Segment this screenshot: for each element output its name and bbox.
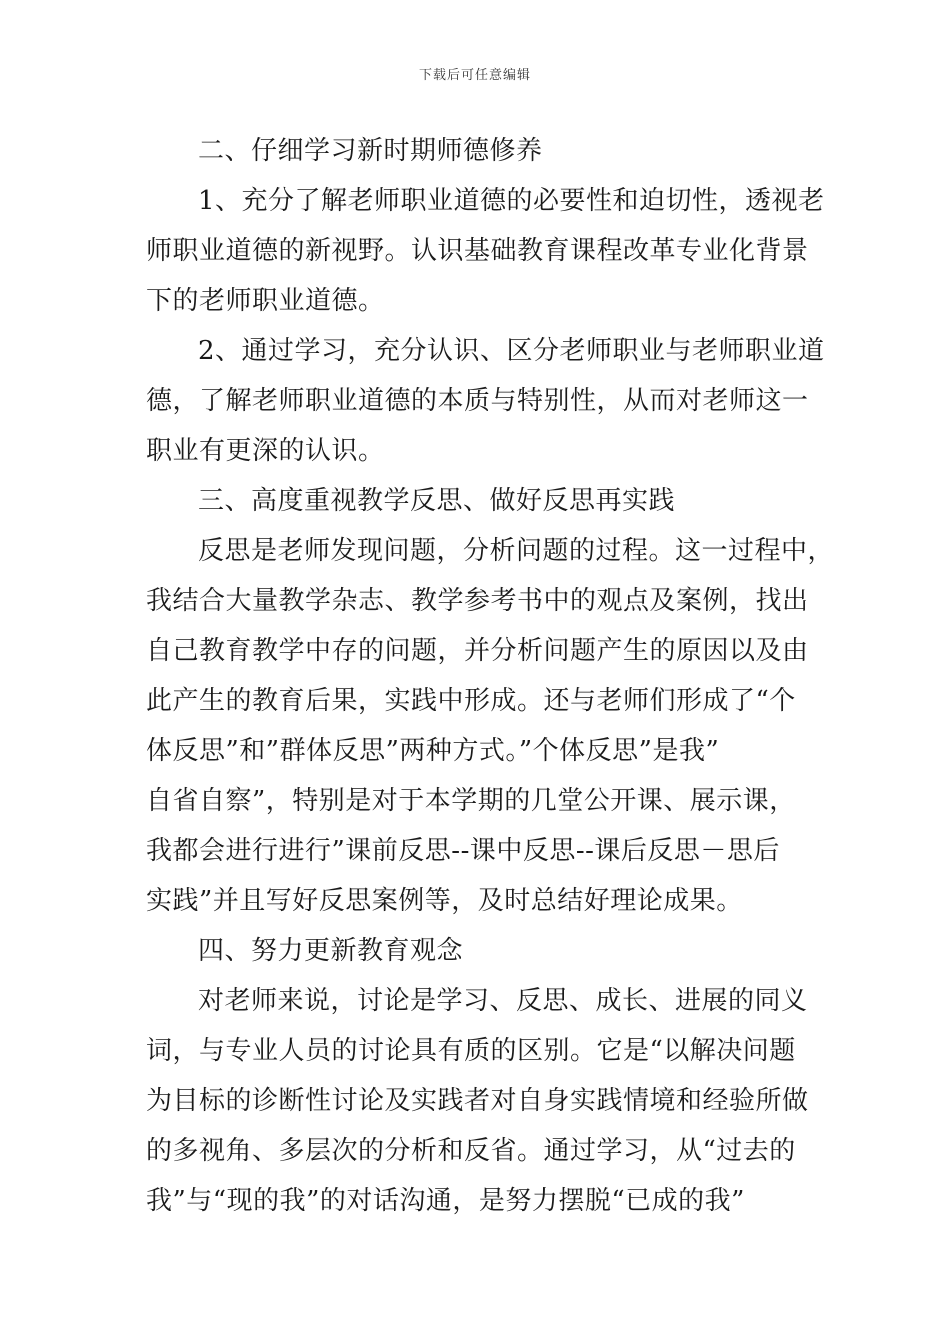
paragraph-line: 词，与专业人员的讨论具有质的区别。它是“以解决问题	[146, 1036, 796, 1066]
paragraph-line: 我结合大量教学杂志、教学参考书中的观点及案例，找出	[146, 586, 809, 616]
paragraph-line: 师职业道德的新视野。认识基础教育课程改革专业化背景	[146, 236, 809, 266]
paragraph-line: 我”与“现的我”的对话沟通，是努力摆脱“已成的我”	[146, 1186, 745, 1216]
paragraph-line: 对老师来说，讨论是学习、反思、成长、进展的同义	[198, 986, 808, 1016]
paragraph-line: 为目标的诊断性讨论及实践者对自身实践情境和经验所做	[146, 1086, 809, 1116]
paragraph-line: 2、通过学习，充分认识、区分老师职业与老师职业道	[198, 336, 825, 366]
section-heading-4: 四、努力更新教育观念	[198, 936, 464, 966]
paragraph-line: 体反思”和”群体反思”两种方式。”个体反思”是我”	[146, 736, 720, 766]
section-heading-2: 二、仔细学习新时期师德修养	[198, 136, 543, 166]
paragraph-line: 自省自察”，特别是对于本学期的几堂公开课、展示课，	[146, 786, 796, 816]
paragraph-line: 反思是老师发现问题，分析问题的过程。这一过程中，	[198, 536, 835, 566]
paragraph-line: 的多视角、多层次的分析和反省。通过学习，从“过去的	[146, 1136, 796, 1166]
paragraph-line: 此产生的教育后果，实践中形成。还与老师们形成了“个	[146, 686, 796, 716]
paragraph-line: 下的老师职业道德。	[146, 286, 385, 316]
document-body	[146, 126, 835, 1226]
section-heading-3: 三、高度重视教学反思、做好反思再实践	[198, 486, 676, 516]
paragraph-line: 实践”并且写好反思案例等，及时总结好理论成果。	[146, 886, 743, 916]
paragraph-line: 自己教育教学中存的问题，并分析问题产生的原因以及由	[146, 636, 809, 666]
paragraph-line: 1、充分了解老师职业道德的必要性和迫切性，透视老	[198, 186, 825, 216]
page-header: 下载后可任意编辑	[418, 68, 531, 83]
paragraph-line: 德，了解老师职业道德的本质与特别性，从而对老师这一	[146, 386, 809, 416]
paragraph-line: 我都会进行进行”课前反思--课中反思--课后反思－思后	[146, 836, 780, 866]
paragraph-line: 职业有更深的认识。	[146, 436, 385, 466]
